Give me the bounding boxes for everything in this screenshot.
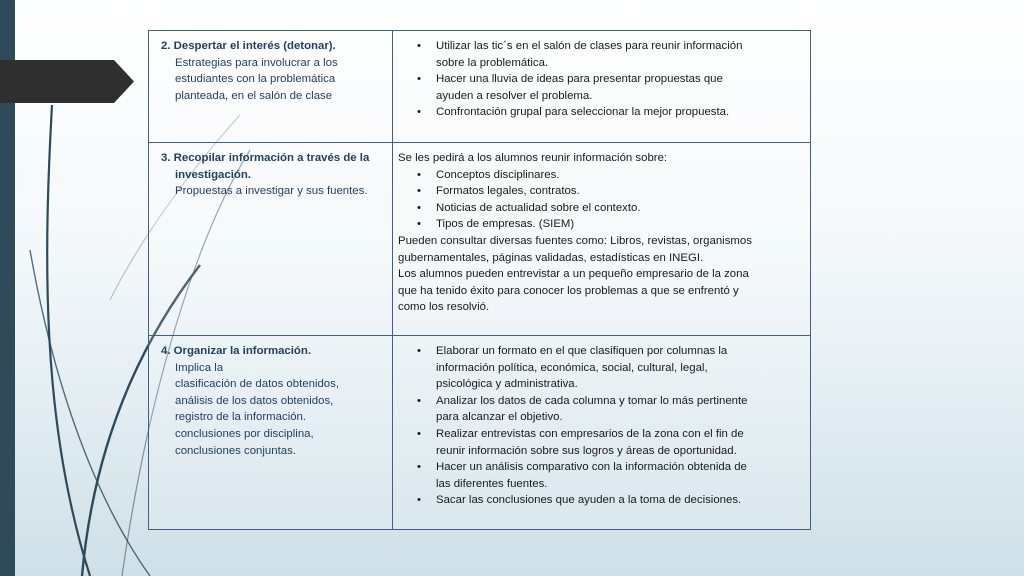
detail-outro-line: gubernamentales, páginas validadas, estadísticas en INEGI. [398,251,704,264]
step-desc-line: clasificación de datos obtenidos, [175,378,340,391]
bullet-icon: • [417,345,421,357]
list-item: • Noticias de actualidad sobre el contexto. [398,200,804,217]
bullet-icon: • [417,168,421,181]
list-item: • Elaborar un formato en el que clasifiquen por columnas la información política, económica, social, cultural, legal, psicológica y administrativa. [417,345,728,391]
bullet-icon: • [417,185,421,198]
list-item: • Formatos legales, contratos. [398,183,804,200]
list-item: • Hacer una lluvia de ideas para presentar propuestas que ayuden a resolver el problema. [417,73,723,102]
step-title: 3. Recopilar información a través de la [161,152,370,164]
list-item: • Tipos de empresas. (SIEM) [398,216,804,233]
bullet-icon: • [417,394,421,407]
list-item: • Sacar las conclusiones que ayuden a la toma de decisiones. [398,492,804,509]
bullet-icon: • [417,427,421,440]
step-desc-line: conclusiones por disciplina, [175,427,314,440]
step-desc-line: Estrategias para involucrar a los [175,56,338,69]
arrow-tab-icon [0,60,134,103]
step-desc-line: Propuestas a investigar y sus fuentes. [175,185,368,198]
step-cell [149,143,393,336]
table-row [149,336,811,530]
bullet-icon: • [417,494,421,507]
step-desc-line: conclusiones conjuntas. [175,444,296,457]
list-item: • Conceptos disciplinares. [398,167,804,184]
bullet-icon: • [417,461,421,474]
step-title: 4. Organizar la información. [161,345,312,357]
list-item: • Utilizar las tic´s en el salón de clases para reunir información sobre la problemática. [417,40,743,69]
step-desc-line: Implica la [175,361,224,374]
bullet-icon: • [417,201,421,214]
bullet-icon: • [417,73,421,86]
step-desc-line: estudiantes con la problemática [175,73,336,86]
detail-cell [393,31,811,143]
table-row [149,143,811,336]
list-item: • Realizar entrevistas con empresarios de la zona con el fin de reunir información sobre sus logros y áreas de oportunidad. [417,427,744,457]
strategy-table [148,30,811,530]
step-desc-line: análisis de los datos obtenidos, [175,394,334,407]
detail-outro-line: como los resolvió. [398,301,490,314]
detail-intro: Se les pedirá a los alumnos reunir información sobre: [398,152,668,164]
detail-outro-line: Los alumnos pueden entrevistar a un pequeño empresario de la zona [398,268,749,281]
detail-cell [393,336,811,530]
step-desc-line: registro de la información. [175,411,307,424]
bullet-icon: • [417,40,421,52]
bullet-icon: • [417,106,421,119]
step-title-cont: investigación. [175,168,251,181]
bullet-icon: • [417,218,421,231]
step-cell [149,336,393,530]
table-row [149,31,811,143]
detail-cell [393,143,811,336]
detail-outro-line: Pueden consultar diversas fuentes como: Libros, revistas, organismos [398,234,752,247]
list-item: • Confrontación grupal para seleccionar la mejor propuesta. [398,104,804,121]
step-cell [149,31,393,143]
step-desc-line: planteada, en el salón de clase [175,89,333,102]
list-item: • Analizar los datos de cada columna y tomar lo más pertinente para alcanzar el objetivo. [417,394,748,424]
list-item: • Hacer un análisis comparativo con la información obtenida de las diferentes fuentes. [417,461,747,490]
step-title: 2. Despertar el interés (detonar). [161,40,336,52]
detail-outro-line: que ha tenido éxito para conocer los problemas a que se enfrentó y [398,284,739,297]
